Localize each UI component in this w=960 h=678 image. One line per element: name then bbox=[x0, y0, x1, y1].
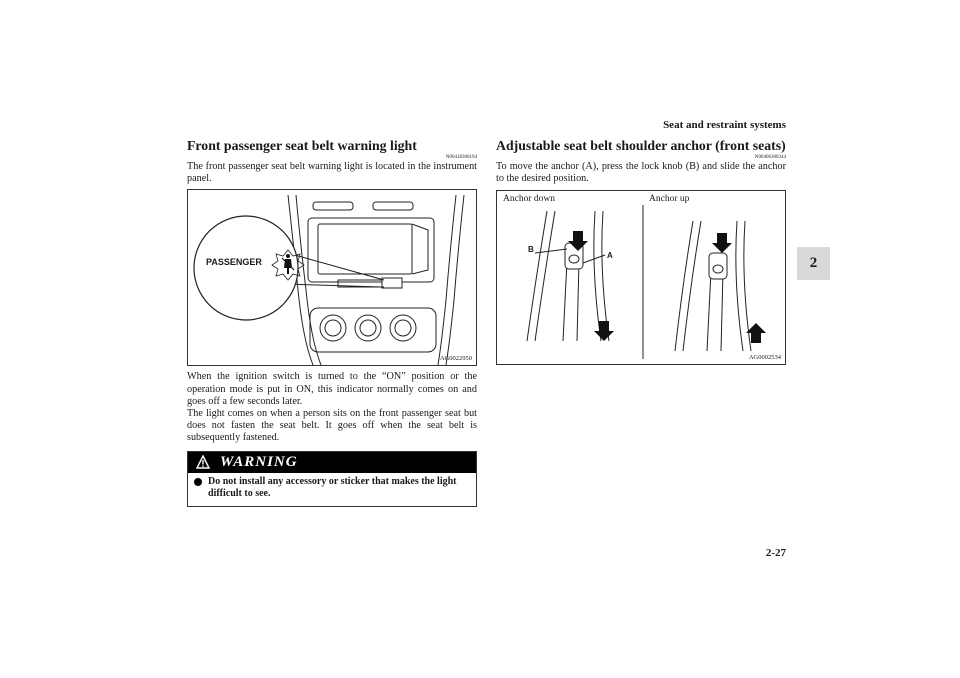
bullet-icon bbox=[194, 478, 202, 486]
figure-code: AG0022950 bbox=[439, 355, 472, 363]
label-b: B bbox=[528, 245, 534, 255]
warning-body bbox=[188, 473, 476, 506]
shoulder-anchor-illustration bbox=[497, 191, 785, 364]
warning-text: Do not install any accessory or sticker that makes the light difficult to see. bbox=[208, 475, 457, 499]
warning-box bbox=[187, 451, 477, 507]
instrument-panel-illustration bbox=[188, 190, 476, 365]
passenger-label: PASSENGER bbox=[206, 257, 262, 268]
anchor-up-label: Anchor up bbox=[649, 194, 690, 205]
chapter-tab: 2 bbox=[797, 247, 830, 280]
right-column bbox=[496, 137, 786, 365]
section-title-warning-light: Front passenger seat belt warning light bbox=[187, 138, 417, 153]
paragraph-1: When the ignition switch is turned to the “ON” position or the operation mode is put in ON, this indicator normally comes on and goes off a few seconds later. bbox=[187, 371, 477, 407]
section-code: N00418300194 bbox=[445, 155, 477, 160]
section-title-shoulder-anchor: Adjustable seat belt shoulder anchor (front seats) bbox=[496, 138, 786, 153]
label-a: A bbox=[607, 251, 613, 261]
section-code: N00406300344 bbox=[754, 155, 786, 160]
warning-title: WARNING bbox=[220, 453, 298, 470]
shoulder-anchor-figure bbox=[496, 190, 786, 365]
intro-text: The front passenger seat belt warning light is located in the instrument panel. bbox=[187, 161, 477, 185]
instrument-panel-figure bbox=[187, 189, 477, 366]
warning-header bbox=[188, 452, 476, 473]
anchor-down-label: Anchor down bbox=[503, 194, 555, 205]
page-number: 2-27 bbox=[765, 547, 786, 559]
paragraph-2: The light comes on when a person sits on the front passenger seat but does not fasten the seat belt. It goes off when the seat belt is subsequently fastened. bbox=[187, 408, 477, 444]
left-column bbox=[187, 137, 477, 507]
warning-triangle-icon bbox=[196, 455, 210, 469]
running-header: Seat and restraint systems bbox=[663, 119, 786, 131]
figure-code: AG0002534 bbox=[748, 354, 781, 362]
intro-text: To move the anchor (A), press the lock knob (B) and slide the anchor to the desired position. bbox=[496, 161, 786, 185]
